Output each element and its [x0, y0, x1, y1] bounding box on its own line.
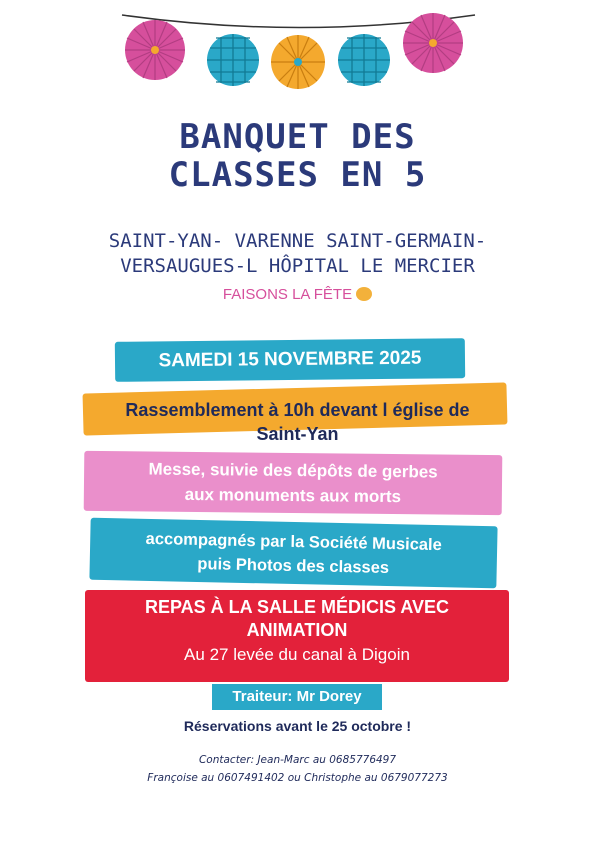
mass-line-1: Messe, suivie des dépôts de gerbes [148, 459, 438, 482]
caterer-banner: Traiteur: Mr Dorey [212, 684, 382, 710]
party-face-icon [356, 287, 372, 301]
reservation-deadline: Réservations avant le 25 octobre ! [183, 718, 412, 734]
paper-lantern-garland [0, 0, 595, 100]
gathering-line-2: Saint-Yan [256, 424, 339, 444]
slogan [0, 286, 595, 303]
towns-line-2: VERSAUGUES-L HÔPITAL LE MERCIER [120, 255, 475, 277]
gathering-line-1: Rassemblement à 10h devant l église de [125, 400, 470, 420]
pink-fan-right-icon [403, 13, 463, 73]
mass-banner [84, 451, 503, 515]
meal-banner [85, 590, 509, 682]
teal-lantern-left-icon [207, 34, 259, 86]
music-line-1: accompagnés par la Société Musicale [145, 529, 442, 555]
pink-fan-left-icon [125, 20, 185, 80]
contact-line-1: Contacter: Jean-Marc au 0685776497 [198, 754, 397, 766]
orange-fan-center-icon [271, 35, 325, 89]
slogan-text: FAISONS LA FÊTE [222, 286, 353, 303]
event-date-banner: SAMEDI 15 NOVEMBRE 2025 [115, 338, 465, 382]
meal-line-2: ANIMATION [246, 620, 348, 640]
mass-line-2: aux monuments aux morts [184, 484, 402, 507]
teal-lantern-right-icon [338, 34, 390, 86]
contact-line-2: Françoise au 0607491402 ou Christophe au 0679077273 [147, 772, 448, 784]
meal-line-1: REPAS À LA SALLE MÉDICIS AVEC [144, 597, 450, 617]
towns-line-1: SAINT-YAN- VARENNE SAINT-GERMAIN- [108, 230, 487, 252]
gathering-banner [60, 398, 535, 446]
music-line-2: puis Photos des classes [197, 554, 390, 578]
music-banner [89, 518, 497, 589]
title-line-2: CLASSES EN 5 [168, 155, 427, 195]
title-line-1: BANQUET DES [179, 117, 416, 157]
meal-address: Au 27 levée du canal à Digoin [184, 645, 410, 664]
